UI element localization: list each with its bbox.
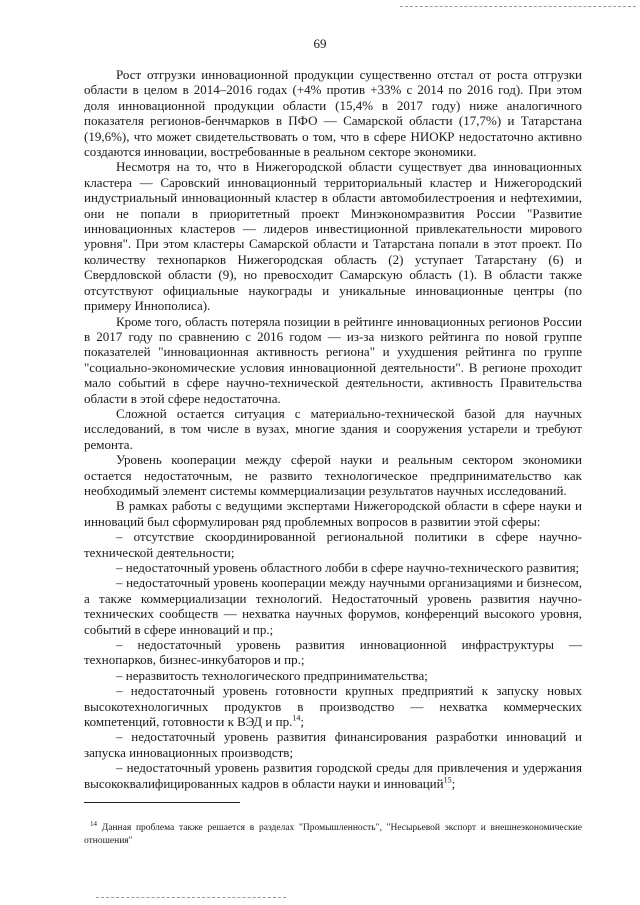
list-item-text: – недостаточный уровень областного лобби в сфере научно-технического развития; [116,560,580,575]
footnote-reference[interactable]: 15 [443,775,452,785]
paragraph-cooperation: Уровень кооперации между сферой науки и реальным сектором экономики остается недостаточным, не развито технологическое предпринимательство как необходимый элемент системы коммерциализации результатов научных исследований. [84,452,582,498]
paragraph-rating: Кроме того, область потеряла позиции в рейтинге инновационных регионов России в 2017 году по сравнению с 2016 годом — из-за низкого рейтинга по новой группе показателей "инновационная активность региона" и ухудшения рейтинга по группе "социально-экономические условия инновационной деятельности". В регионе проходит мало событий в сфере научно-технической деятельности, активность Правительства области в этой сфере недостаточна. [84,313,582,406]
list-item-text: – отсутствие скоординированной региональной политики в сфере научно-технической деятельности; [84,529,582,560]
footnote-text: Данная проблема также решается в разделах "Промышленность", "Несырьевой экспорт и внешнеэкономические отношения" [84,823,583,846]
paragraph-problems-intro: В рамках работы с ведущими экспертами Нижегородской области в сфере науки и инноваций был сформулирован ряд проблемных вопросов в развитии этой сферы: [84,498,582,529]
list-item [84,683,582,729]
list-item [84,575,582,637]
footnote-separator [84,802,240,803]
list-item-tail: ; [300,714,304,730]
list-item-text: – неразвитость технологического предпринимательства; [116,667,428,683]
list-item [84,529,582,560]
footnote [84,819,583,848]
scan-edge-line [96,897,286,898]
footnote-text-block [84,819,583,848]
list-item-text: – недостаточный уровень развития городской среды для привлечения и удержания высококвалифицированных кадров в области науки и инноваций [84,760,582,791]
list-item-text: – недостаточный уровень кооперации между научными организациями и бизнесом, а также коммерциализации технологий. Недостаточный уровень развития научно-технических сообществ — нехватка научных форумов, конференций высокого уровня, событий в сфере инноваций и пр.; [84,575,582,637]
list-item [84,760,582,791]
paragraph-innovation-shipments: Рост отгрузки инновационной продукции существенно отстал от роста отгрузки области в целом в 2014–2016 годах (+4% против +33% с 2014 по 2016 год). При этом доля инновационной продукции области (15,4% в 2017 году) ниже аналогичного показателя регионов-бенчмарков в ПФО — Самарской области (17,7%) и Татарстана (19,6%), что может свидетельствовать о том, что в сфере НИОКР недостаточно активно создаются инновации, востребованные в реальном секторе экономики. [84,67,582,160]
list-item-text: – недостаточный уровень готовности крупных предприятий к запуску новых высокотехнологичных продуктов в производство — нехватка коммерческих компетенций, готовности к ВЭД и пр. [84,683,582,730]
list-item-text: – недостаточный уровень развития финансирования разработки инноваций и запуска инновационных производств; [84,729,582,760]
list-item [84,637,582,668]
scan-edge-line [400,6,636,7]
list-item [84,560,582,575]
footnote-marker: 14 [90,819,97,828]
list-item [84,729,582,760]
page-number: 69 [313,36,327,51]
paragraph-material-base: Сложной остается ситуация с материально-технической базой для научных исследований, в том числе в вузах, многие здания и сооружения устарели и требуют ремонта. [84,405,582,452]
list-item-tail: ; [451,775,456,791]
body-text [84,67,582,791]
list-item-text: – недостаточный уровень развития инновационной инфраструктуры — технопарков, бизнес-инкубаторов и пр.; [84,637,582,668]
list-item [84,668,582,683]
paragraph-clusters: Несмотря на то, что в Нижегородской области существует два инновационных кластера — Саровский инновационный территориальный кластер и Нижегородский индустриальный инновационный кластер в области автомобилестроения и нефтехимии, они не попали в приоритетный проект Минэкономразвития России "Развитие инновационных кластеров — лидеров инвестиционной привлекательности мирового уровня". При этом кластеры Самарской области и Татарстана попали в этот проект. По количеству технопарков Нижегородская область (2) уступает Татарстану (6) и Свердловской области (9), но превосходит Самарскую область (1). В области также отсутствуют официальные наукограды и уникальные инновационные центры (по примеру Иннополиса). [84,159,582,314]
footnote-reference[interactable]: 14 [292,713,301,723]
